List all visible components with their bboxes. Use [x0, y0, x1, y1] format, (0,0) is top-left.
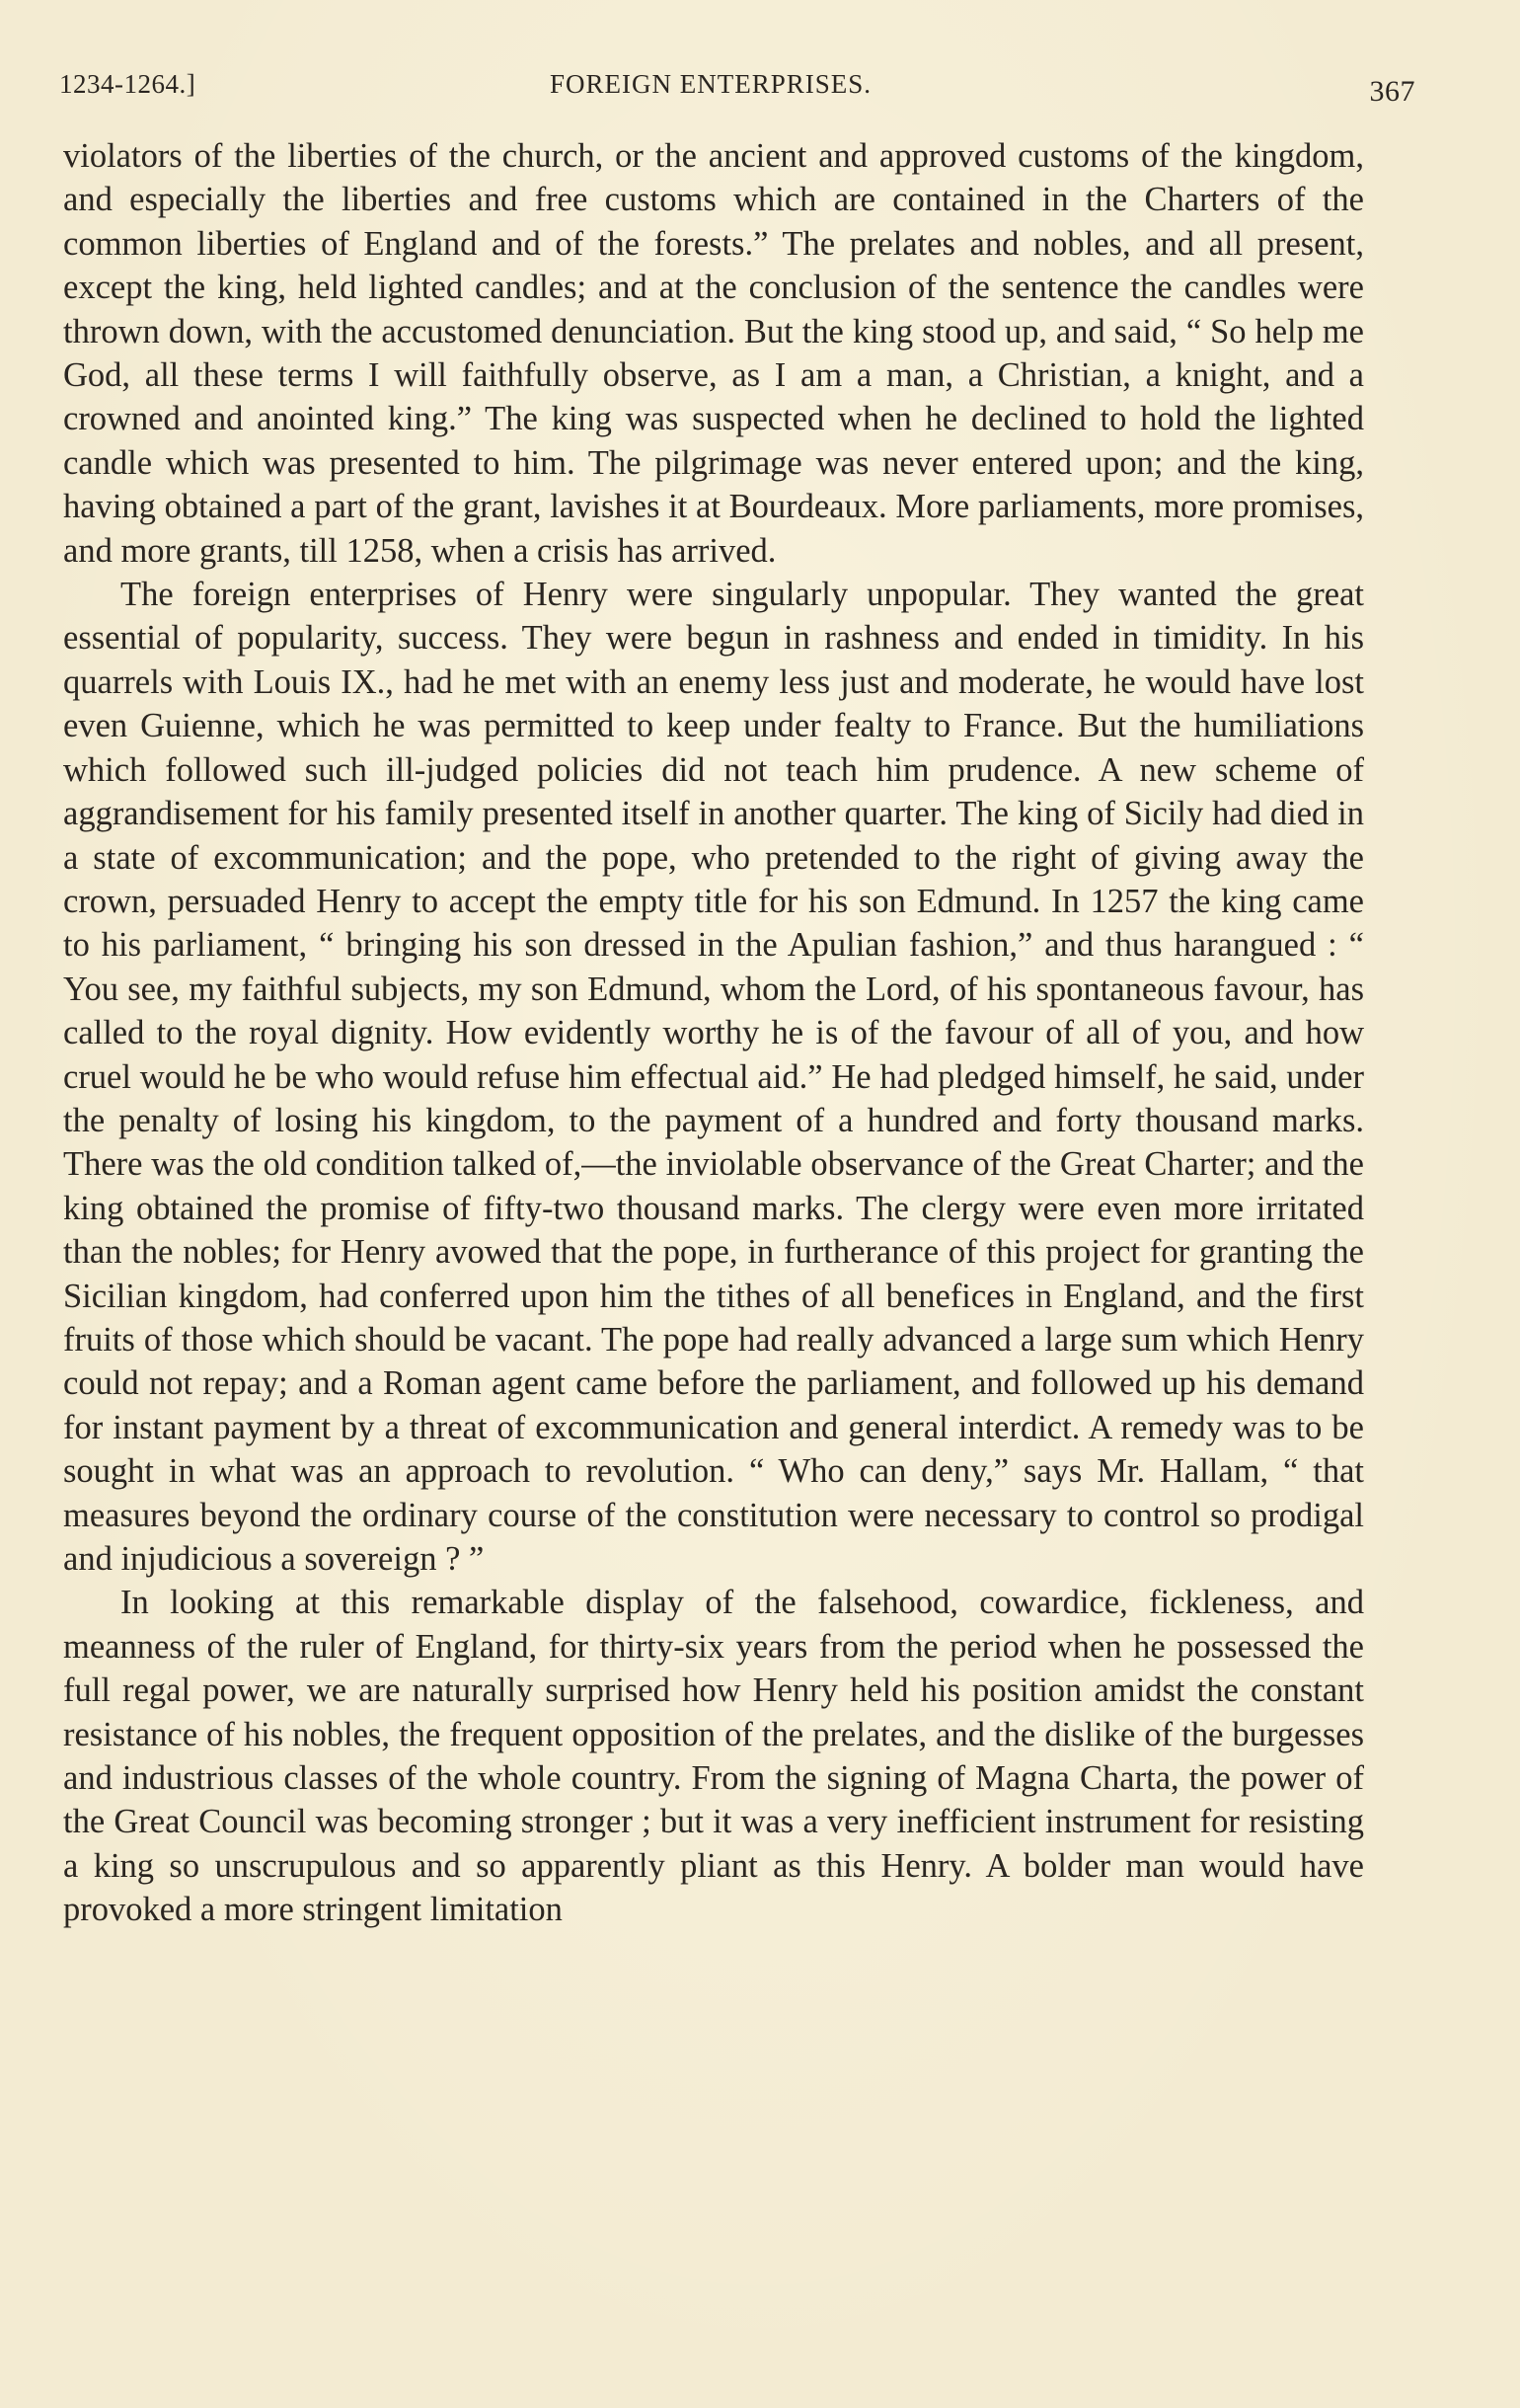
paragraph-foreign-enterprises: The foreign enterprises of Henry were singularly unpopular. They wanted the great essential of popularity, success. They were begun in rashness and ended in timidity. In his quarrels with Louis IX., had he met with an enemy less just and moderate, he would have lost even Guienne, which he was permitted to keep under fealty to France. But the humiliations which followed such ill-judged policies did not teach him prudence. A new scheme of aggrandisement for his family presented itself in another quarter. The king of Sicily had died in a state of excommunication; and the pope, who pretended to the right of giving away the crown, persuaded Henry to accept the empty title for his son Edmund. In 1257 the king came to his parliament, “ bringing his son dressed in the Apulian fashion,” and thus harangued : “ You see, my faithful subjects, my son Edmund, whom the Lord, of his spontaneous favour, has called to the royal dignity. How evidently worthy he is of the favour of all of you, and how cruel would he be who would refuse him effectual aid.” He had pledged himself, he said, under the penalty of losing his kingdom, to the payment of a hundred and forty thousand marks. There was the old condition talked of,—the inviolable observance of the Great Charter; and the king obtained the promise of fifty-two thousand marks. The clergy were even more irritated than the nobles; for Henry avowed that the pope, in furtherance of this project for granting the Sicilian kingdom, had conferred upon him the tithes of all benefices in England, and the first fruits of those which should be vacant. The pope had really advanced a large sum which Henry could not repay; and a Roman agent came before the parliament, and followed up his demand for instant payment by a threat of excommunication and general interdict. A remedy was to be sought in what was an approach to revolution. “ Who can deny,” says Mr. Hallam, “ that measures beyond the ordinary course of the constitution were necessary to control so prodigal and injudicious a sovereign ? ” — [63, 576, 1364, 1578]
header-title: FOREIGN ENTERPRISES. — [549, 69, 873, 99]
body-text — [63, 134, 1364, 1932]
paragraph-reflection: In looking at this remarkable display of the falsehood, cowardice, fickleness, and meanness of the ruler of England, for thirty-six years from the period when he possessed the full regal power, we are naturally surprised how Henry held his position amidst the constant resistance of his nobles, the frequent opposition of the prelates, and the dislike of the burgesses and industrious classes of the whole country. From the signing of Magna Charta, the power of the Great Council was becoming stronger ; but it was a very inefficient instrument for resisting a king so unscrupulous and so apparently pliant as this Henry. A bolder man would have provoked a more stringent limitation — [63, 1584, 1364, 1929]
page-number: 367 — [1369, 75, 1415, 108]
paragraph-continuation: violators of the liberties of the church, or the ancient and approved customs of the kingdom, and especially the liberties and free customs which are contained in the Charters of the common liberties of England and of the forests.” The prelates and nobles, and all present, except the king, held lighted candles; and at the conclusion of the sentence the candles were thrown down, with the accustomed denunciation. But the king stood up, and said, “ So help me God, all these terms I will faithfully observe, as I am a man, a Christian, a knight, and a crowned and anointed king.” The king was suspected when he declined to hold the lighted candle which was presented to him. The pilgrimage was never entered upon; and the king, having obtained a part of the grant, lavishes it at Bourdeaux. More parliaments, more promises, and more grants, till 1258, when a crisis has arrived. — [63, 137, 1364, 570]
running-header — [59, 69, 1415, 109]
header-date-range: 1234-1264.] — [59, 69, 196, 99]
